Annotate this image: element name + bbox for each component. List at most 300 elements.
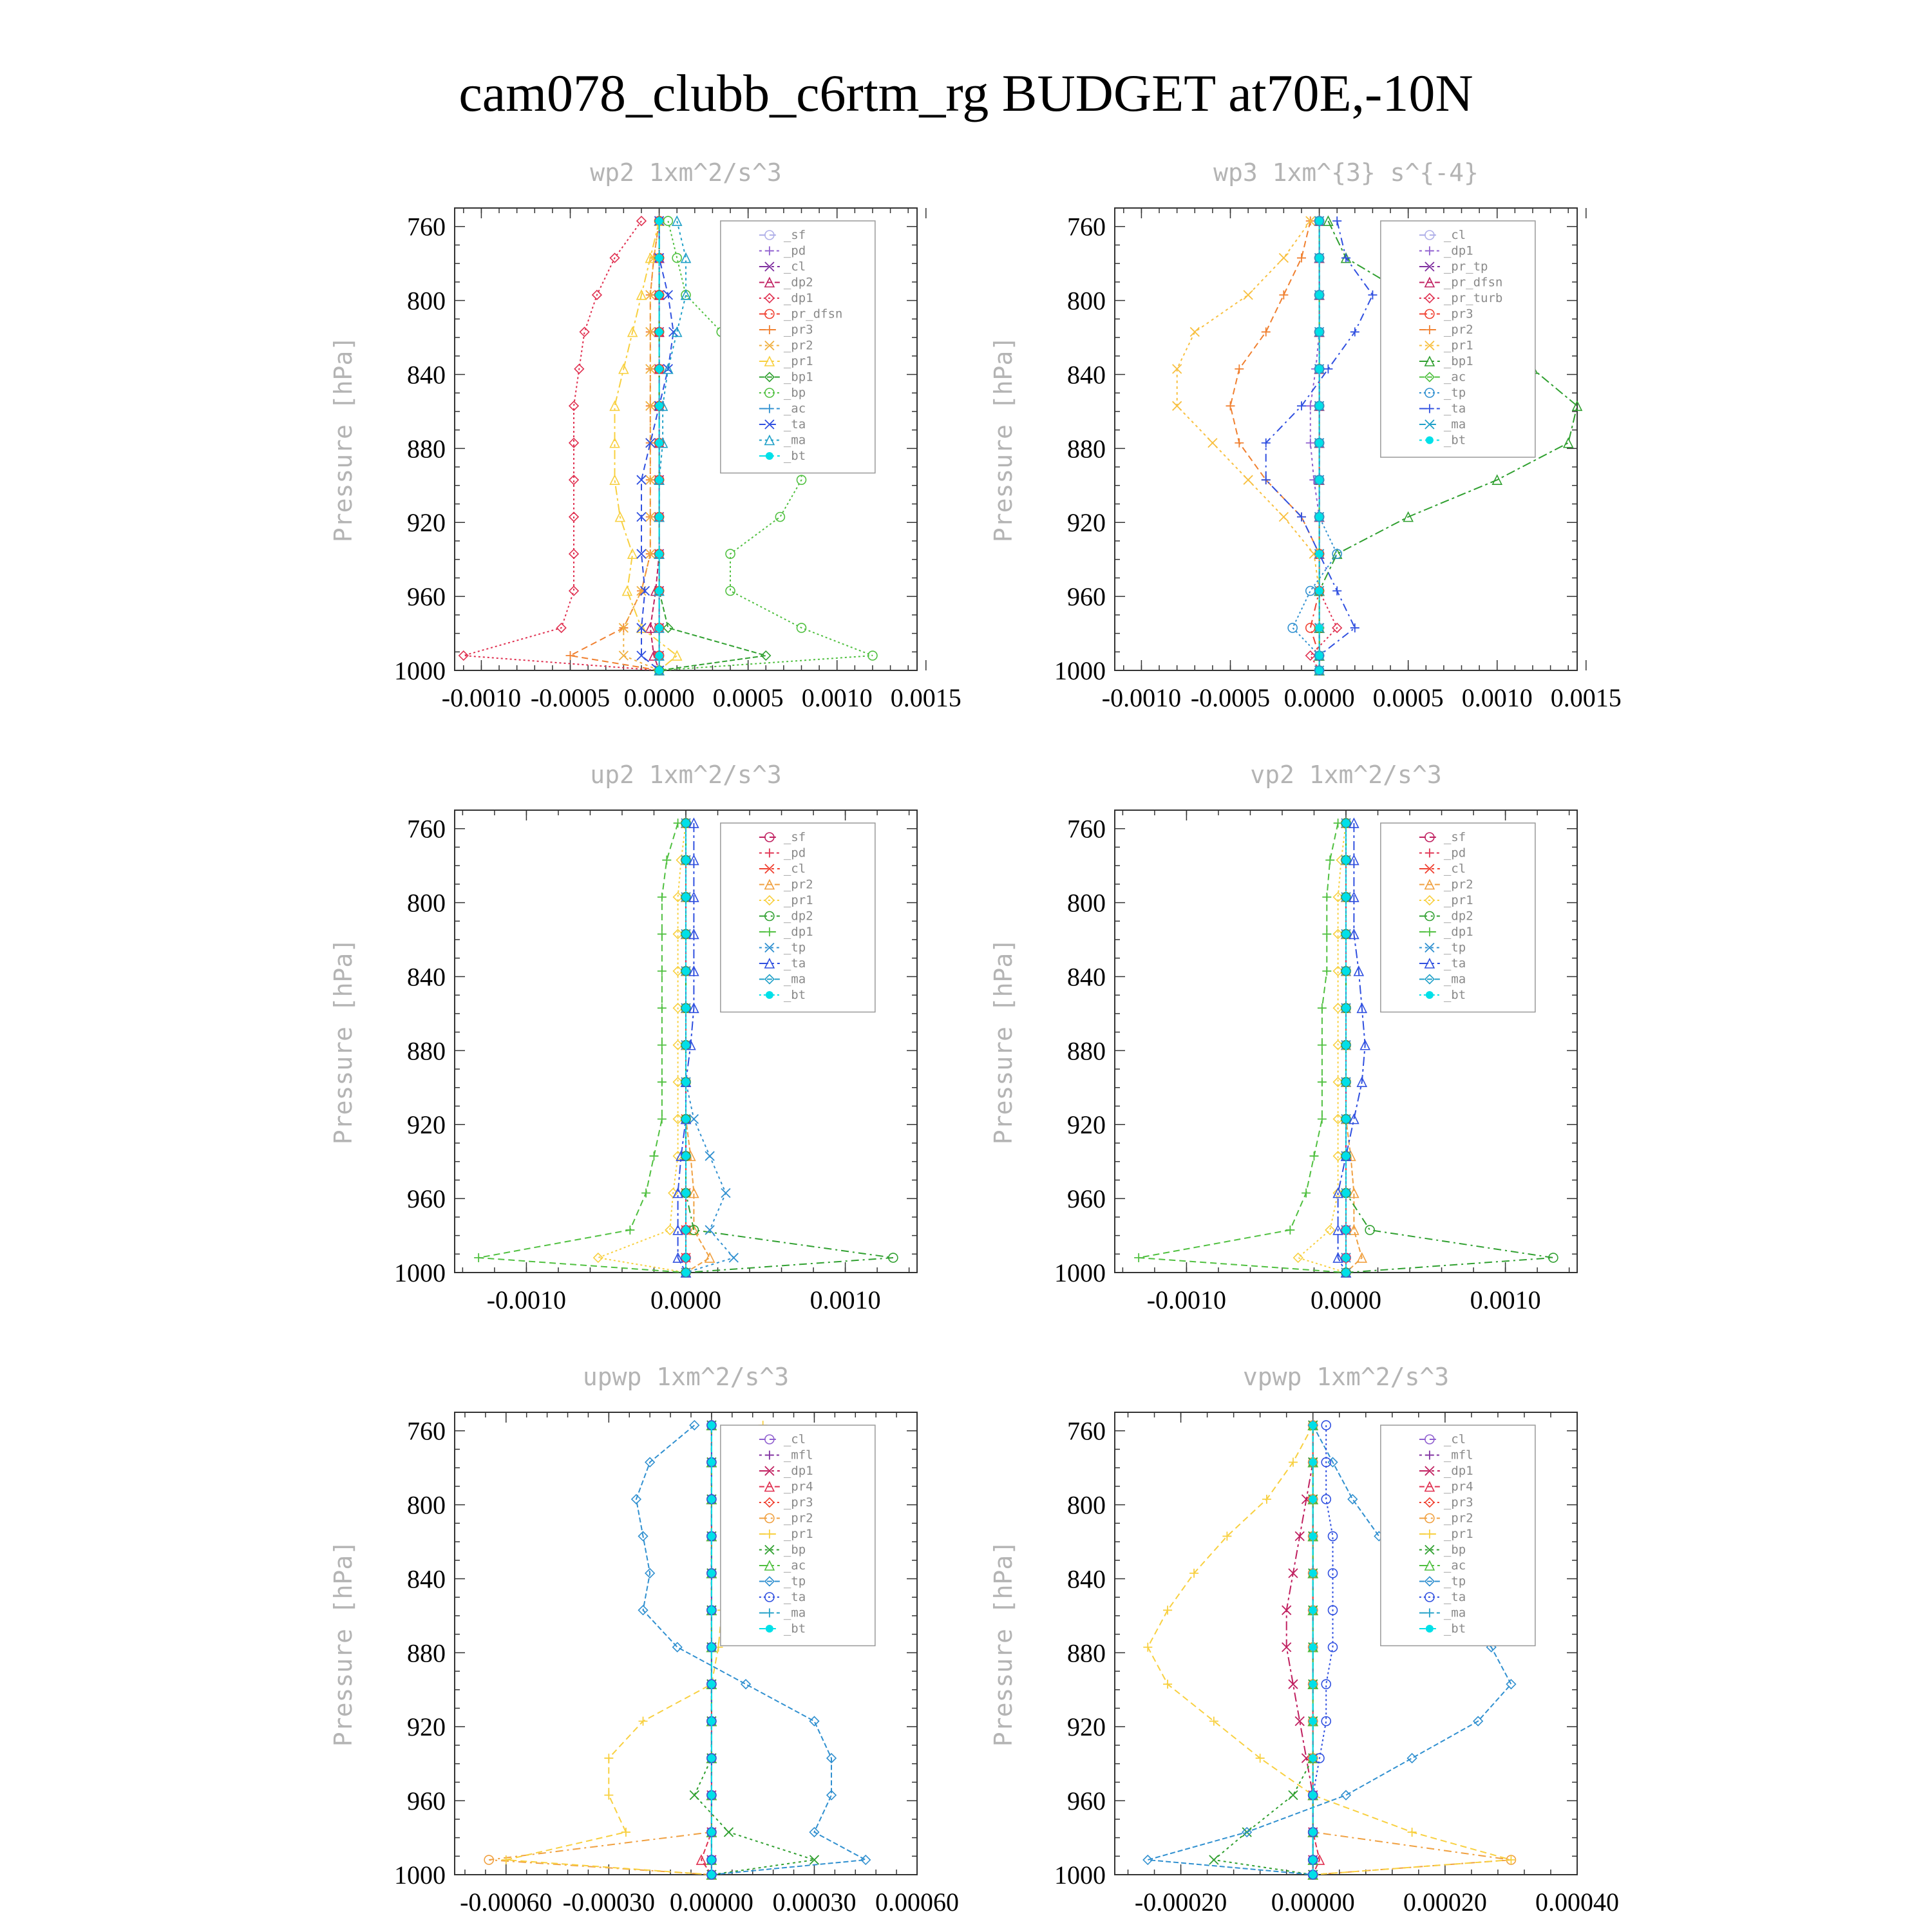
chart-panel-1 — [329, 158, 961, 712]
legend-label: _ma — [1443, 1605, 1466, 1620]
data-point — [1262, 327, 1271, 336]
data-point — [1163, 1605, 1172, 1615]
y-tick-label: 880 — [1067, 1638, 1106, 1668]
x-tick-label: -0.0005 — [1190, 683, 1271, 712]
legend-label: _pr3 — [1443, 307, 1473, 321]
legend-label: _ta — [1443, 1590, 1466, 1604]
data-point — [682, 930, 690, 938]
data-point — [656, 254, 663, 262]
legend-label: _bt — [783, 449, 806, 463]
legend-label: _bt — [1443, 433, 1466, 448]
x-tick-label: 0.0010 — [810, 1285, 881, 1314]
data-point — [1309, 1754, 1317, 1762]
x-tick-label: -0.0010 — [486, 1285, 567, 1314]
series-line — [1311, 221, 1337, 670]
data-point — [1309, 1606, 1317, 1614]
legend-label: _pr_dfsn — [1443, 275, 1503, 290]
legend-label: _sf — [1443, 830, 1466, 844]
x-tick-label: -0.00020 — [1134, 1888, 1227, 1917]
legend-label: _ta — [1443, 956, 1466, 971]
panel-title: wp2 1xm^2/s^3 — [590, 158, 782, 187]
data-point — [1341, 254, 1350, 263]
series-line — [489, 1425, 712, 1875]
legend — [1381, 823, 1535, 1012]
panel-title: up2 1xm^2/s^3 — [590, 761, 782, 789]
data-point — [1316, 328, 1323, 336]
data-point — [708, 1856, 715, 1864]
data-point — [663, 623, 672, 632]
legend-label: _cl — [783, 1432, 806, 1446]
series-pr1 — [1173, 216, 1324, 675]
data-point — [682, 1004, 690, 1012]
data-point — [1289, 1458, 1298, 1467]
y-tick-label: 960 — [1067, 1786, 1106, 1816]
data-point — [724, 1828, 733, 1837]
series-line — [1177, 221, 1320, 670]
data-point — [682, 1078, 690, 1086]
legend-label: _cl — [783, 862, 806, 876]
legend-label: _ta — [783, 417, 806, 431]
y-axis-label: Pressure [hPa] — [989, 938, 1018, 1145]
data-point — [1316, 550, 1323, 558]
legend-label: _bt — [783, 1622, 806, 1636]
y-tick-label: 920 — [407, 1110, 446, 1140]
legend-label: _dp1 — [783, 925, 813, 939]
legend-label: _ma — [783, 1605, 806, 1620]
data-point — [1316, 254, 1323, 262]
data-point — [1306, 439, 1315, 448]
series-line — [1139, 823, 1346, 1273]
data-point — [662, 856, 671, 865]
data-point — [658, 1077, 667, 1086]
data-point — [682, 967, 690, 975]
legend-label: _ac — [783, 401, 806, 416]
data-point — [656, 217, 663, 225]
legend-label: _tp — [1443, 1574, 1466, 1589]
data-point — [665, 1226, 674, 1235]
x-tick-label: 0.0000 — [1283, 683, 1355, 712]
data-point — [656, 476, 663, 484]
legend-label: _dp1 — [1443, 925, 1473, 939]
y-tick-label: 920 — [1067, 508, 1106, 538]
data-point — [1294, 1253, 1303, 1262]
y-tick-label: 800 — [407, 286, 446, 316]
panel-title: vp2 1xm^2/s^3 — [1250, 761, 1442, 789]
data-point — [1342, 930, 1350, 938]
x-tick-label: 0.00020 — [1403, 1888, 1487, 1917]
legend-label: _bt — [783, 988, 806, 1002]
legend-label: _dp1 — [783, 1464, 813, 1478]
legend-label: _bt — [1443, 1622, 1466, 1636]
data-point — [1309, 1532, 1317, 1540]
legend-label: _pr1 — [1443, 1527, 1473, 1541]
data-point — [656, 550, 663, 558]
data-point — [708, 1569, 715, 1577]
data-point — [658, 893, 667, 902]
x-tick-label: -0.0005 — [530, 683, 611, 712]
y-tick-label: 1000 — [394, 1258, 446, 1287]
legend-label: _pr1 — [783, 1527, 813, 1541]
y-tick-label: 800 — [407, 888, 446, 918]
y-tick-label: 960 — [407, 1786, 446, 1816]
data-point — [569, 587, 578, 596]
x-tick-label: -0.00060 — [460, 1888, 553, 1917]
panel-title: upwp 1xm^2/s^3 — [582, 1363, 790, 1391]
data-point — [1408, 1754, 1417, 1763]
legend-label: _bp — [1443, 1542, 1466, 1557]
x-tick-label: -0.0010 — [441, 683, 522, 712]
data-point — [658, 1041, 667, 1050]
data-point — [741, 1680, 750, 1689]
series-line — [598, 823, 686, 1273]
y-tick-label: 760 — [1067, 212, 1106, 242]
legend-label: _ac — [1443, 370, 1466, 384]
y-tick-label: 960 — [1067, 582, 1106, 612]
data-point — [682, 819, 690, 827]
y-tick-label: 760 — [407, 212, 446, 242]
data-point — [1208, 439, 1217, 448]
data-point — [1342, 1152, 1350, 1160]
data-point — [708, 1718, 715, 1725]
data-point — [708, 1871, 715, 1879]
y-tick-label: 1000 — [394, 1861, 446, 1889]
y-tick-label: 1000 — [1054, 656, 1106, 685]
y-axis-label: Pressure [hPa] — [989, 336, 1018, 543]
data-point — [1325, 1226, 1334, 1235]
legend-label: _cl — [1443, 862, 1466, 876]
data-point — [708, 1421, 715, 1429]
data-point — [637, 475, 646, 484]
series-pr1 — [594, 819, 690, 1277]
y-tick-label: 760 — [1067, 814, 1106, 844]
legend-marker — [766, 452, 773, 460]
data-point — [775, 513, 784, 522]
data-point — [1288, 623, 1297, 632]
data-point — [708, 1532, 715, 1540]
data-point — [658, 967, 667, 976]
main-title: cam078_clubb_c6rtm_rg BUDGET at70E,-10N — [459, 64, 1473, 122]
legend-label: _dp2 — [783, 909, 813, 923]
series-tp — [1288, 216, 1341, 675]
series-dp1 — [474, 819, 690, 1277]
data-point — [656, 667, 663, 674]
legend-label: _pr_turb — [1443, 291, 1503, 305]
legend-label: _pr4 — [783, 1479, 813, 1494]
chart-panel-4 — [989, 761, 1577, 1314]
y-tick-label: 880 — [407, 1638, 446, 1668]
y-axis-label: Pressure [hPa] — [329, 336, 357, 543]
y-tick-label: 1000 — [394, 656, 446, 685]
data-point — [621, 1828, 630, 1837]
data-point — [1309, 1495, 1317, 1503]
y-tick-label: 840 — [1067, 962, 1106, 992]
data-point — [1309, 1569, 1317, 1577]
legend-label: _bp1 — [783, 370, 813, 384]
data-point — [1190, 327, 1199, 336]
data-point — [1309, 1680, 1317, 1688]
data-point — [1316, 513, 1323, 521]
legend-label: _dp1 — [783, 291, 813, 305]
x-tick-label: 0.0000 — [623, 683, 695, 712]
data-point — [1323, 216, 1332, 225]
data-point — [705, 1151, 714, 1160]
y-tick-label: 920 — [1067, 1110, 1106, 1140]
data-point — [1322, 893, 1331, 902]
data-point — [708, 1459, 715, 1466]
legend-label: _pr3 — [783, 323, 813, 337]
data-point — [1279, 513, 1288, 522]
panels-grid — [329, 158, 1622, 1917]
data-point — [1285, 1226, 1294, 1235]
data-point — [656, 439, 663, 447]
x-tick-label: 0.00030 — [772, 1888, 857, 1917]
legend-label: _ac — [1443, 1558, 1466, 1573]
y-tick-label: 800 — [407, 1490, 446, 1520]
data-point — [682, 1269, 690, 1276]
data-point — [1316, 667, 1323, 674]
data-point — [1365, 1226, 1374, 1235]
data-point — [1279, 290, 1288, 299]
data-point — [1306, 651, 1315, 660]
data-point — [1226, 401, 1235, 410]
data-point — [656, 402, 663, 410]
data-point — [1173, 401, 1182, 410]
legend-label: _bp — [783, 1542, 806, 1557]
legend-marker — [1426, 437, 1434, 444]
data-point — [1316, 291, 1323, 299]
data-point — [1341, 1791, 1350, 1800]
legend-label: _dp1 — [1443, 1464, 1473, 1478]
data-point — [682, 1254, 690, 1262]
data-point — [690, 1791, 699, 1800]
legend-label: _pr2 — [1443, 1511, 1473, 1526]
data-point — [1309, 1643, 1317, 1651]
data-point — [1289, 1791, 1298, 1800]
data-point — [1244, 290, 1253, 299]
legend-label: _pd — [783, 846, 806, 860]
data-point — [1316, 624, 1323, 632]
legend-label: _pd — [783, 243, 806, 258]
data-point — [474, 1253, 483, 1262]
data-point — [1342, 1078, 1350, 1086]
data-point — [1309, 1871, 1317, 1879]
legend-label: _pr4 — [1443, 1479, 1473, 1494]
x-tick-label: 0.0000 — [650, 1285, 721, 1314]
legend-label: _pr1 — [1443, 893, 1473, 907]
data-point — [1342, 893, 1350, 901]
data-point — [682, 893, 690, 901]
y-tick-label: 800 — [1067, 286, 1106, 316]
data-point — [625, 1226, 634, 1235]
legend-label: _dp1 — [1443, 243, 1473, 258]
data-point — [1309, 1459, 1317, 1466]
data-point — [1342, 819, 1350, 827]
data-point — [708, 1680, 715, 1688]
data-point — [1134, 1253, 1143, 1262]
legend-marker — [766, 1625, 773, 1633]
y-tick-label: 920 — [1067, 1712, 1106, 1742]
legend-label: _pr_tp — [1443, 260, 1488, 274]
y-tick-label: 880 — [407, 1036, 446, 1066]
legend-label: _pr3 — [1443, 1495, 1473, 1510]
data-point — [1309, 1792, 1317, 1799]
data-point — [1342, 1269, 1350, 1276]
data-point — [1173, 365, 1182, 374]
legend-label: _pr1 — [783, 893, 813, 907]
data-point — [1322, 929, 1331, 938]
legend-label: _pr3 — [783, 1495, 813, 1510]
y-tick-label: 1000 — [1054, 1861, 1106, 1889]
data-point — [656, 365, 663, 373]
series-bp — [1209, 1421, 1318, 1879]
legend-label: _sf — [783, 228, 806, 242]
legend-label: _dp2 — [783, 275, 813, 290]
series-line — [1293, 221, 1337, 670]
data-point — [1235, 365, 1244, 374]
y-axis-label: Pressure [hPa] — [989, 1540, 1018, 1747]
y-tick-label: 840 — [407, 360, 446, 390]
y-tick-label: 800 — [1067, 1490, 1106, 1520]
data-point — [1306, 401, 1315, 410]
data-point — [1316, 587, 1323, 595]
chart-panel-6 — [989, 1363, 1619, 1917]
legend-label: _pr2 — [1443, 323, 1473, 337]
data-point — [1342, 967, 1350, 975]
legend-label: _mfl — [1443, 1448, 1473, 1463]
data-point — [566, 651, 575, 660]
legend-label: _pr2 — [783, 338, 813, 353]
data-point — [639, 1717, 648, 1726]
data-point — [1262, 1495, 1271, 1504]
data-point — [1323, 365, 1332, 374]
series-line — [464, 221, 659, 670]
legend-label: _ma — [783, 972, 806, 987]
data-point — [1342, 1004, 1350, 1012]
legend-label: _ta — [783, 1590, 806, 1604]
data-point — [1342, 1254, 1350, 1262]
data-point — [1309, 1856, 1317, 1864]
data-point — [641, 1189, 650, 1198]
series-line — [1214, 1425, 1313, 1875]
legend-label: _ta — [1443, 401, 1466, 416]
series-dp1 — [459, 216, 664, 675]
data-point — [1332, 549, 1341, 558]
legend-label: _ma — [1443, 972, 1466, 987]
x-tick-label: 0.0005 — [712, 683, 784, 712]
x-tick-label: 0.0015 — [890, 683, 961, 712]
chart-panel-5 — [329, 1363, 959, 1917]
legend-label: _ma — [783, 433, 806, 448]
series-line — [1231, 221, 1320, 670]
legend — [721, 823, 875, 1012]
data-point — [682, 1041, 690, 1049]
data-point — [672, 254, 681, 263]
x-tick-label: 0.00040 — [1535, 1888, 1619, 1917]
chart-panel-2 — [989, 158, 1622, 712]
data-point — [1342, 857, 1350, 864]
data-point — [1332, 216, 1341, 225]
series-line — [615, 221, 677, 670]
legend-label: _tp — [1443, 386, 1466, 400]
legend — [1381, 1425, 1535, 1646]
legend-label: _pr1 — [1443, 338, 1473, 353]
data-point — [1316, 652, 1323, 659]
data-point — [1342, 1115, 1350, 1123]
legend-label: _cl — [1443, 1432, 1466, 1446]
x-tick-label: 0.0010 — [1470, 1285, 1541, 1314]
y-tick-label: 760 — [407, 814, 446, 844]
legend-label: _dp2 — [1443, 909, 1473, 923]
y-tick-label: 760 — [1067, 1416, 1106, 1446]
data-point — [705, 1253, 714, 1262]
data-point — [682, 1152, 690, 1160]
y-axis-label: Pressure [hPa] — [329, 1540, 357, 1747]
data-point — [682, 1115, 690, 1123]
data-point — [708, 1606, 715, 1614]
data-point — [580, 327, 589, 336]
data-point — [604, 1791, 613, 1800]
data-point — [1209, 1855, 1218, 1864]
data-point — [1318, 1115, 1327, 1124]
legend-label: _pr_dfsn — [783, 307, 843, 321]
legend-label: _tp — [783, 1574, 806, 1589]
data-point — [656, 652, 663, 659]
legend-label: _tp — [1443, 940, 1466, 955]
series-pr2 — [1226, 216, 1324, 675]
data-point — [656, 624, 663, 632]
data-point — [721, 1189, 730, 1198]
x-tick-label: -0.00030 — [562, 1888, 655, 1917]
data-point — [1235, 439, 1244, 448]
data-point — [708, 1754, 715, 1762]
chart-panel-3 — [329, 761, 917, 1314]
data-point — [1322, 967, 1331, 976]
data-point — [682, 1189, 690, 1197]
x-tick-label: -0.0010 — [1146, 1285, 1227, 1314]
y-tick-label: 920 — [407, 508, 446, 538]
legend-label: _cl — [1443, 228, 1466, 242]
y-tick-label: 760 — [407, 1416, 446, 1446]
data-point — [810, 1717, 819, 1726]
legend-label: _ta — [783, 956, 806, 971]
x-tick-label: 0.0015 — [1550, 683, 1622, 712]
data-point — [1408, 1828, 1417, 1837]
y-tick-label: 840 — [407, 1564, 446, 1594]
y-tick-label: 880 — [1067, 434, 1106, 464]
y-tick-label: 800 — [1067, 888, 1106, 918]
legend-label: _ac — [783, 1558, 806, 1573]
legend-label: _pr1 — [783, 354, 813, 368]
x-tick-label: 0.00000 — [1271, 1888, 1355, 1917]
data-point — [729, 1253, 738, 1262]
data-point — [656, 587, 663, 595]
legend-label: _pr2 — [1443, 877, 1473, 892]
data-point — [1316, 402, 1323, 410]
x-tick-label: 0.0000 — [1311, 1285, 1381, 1314]
data-point — [1564, 439, 1573, 448]
series-pr1 — [611, 216, 682, 675]
data-point — [1316, 439, 1323, 447]
y-tick-label: 960 — [407, 1184, 446, 1214]
data-point — [1332, 587, 1341, 596]
data-point — [1316, 217, 1323, 225]
x-tick-label: -0.0010 — [1101, 683, 1182, 712]
data-point — [656, 291, 663, 299]
y-tick-label: 840 — [1067, 1564, 1106, 1594]
data-point — [1306, 623, 1315, 632]
data-point — [1348, 1495, 1357, 1504]
data-point — [705, 1226, 714, 1235]
